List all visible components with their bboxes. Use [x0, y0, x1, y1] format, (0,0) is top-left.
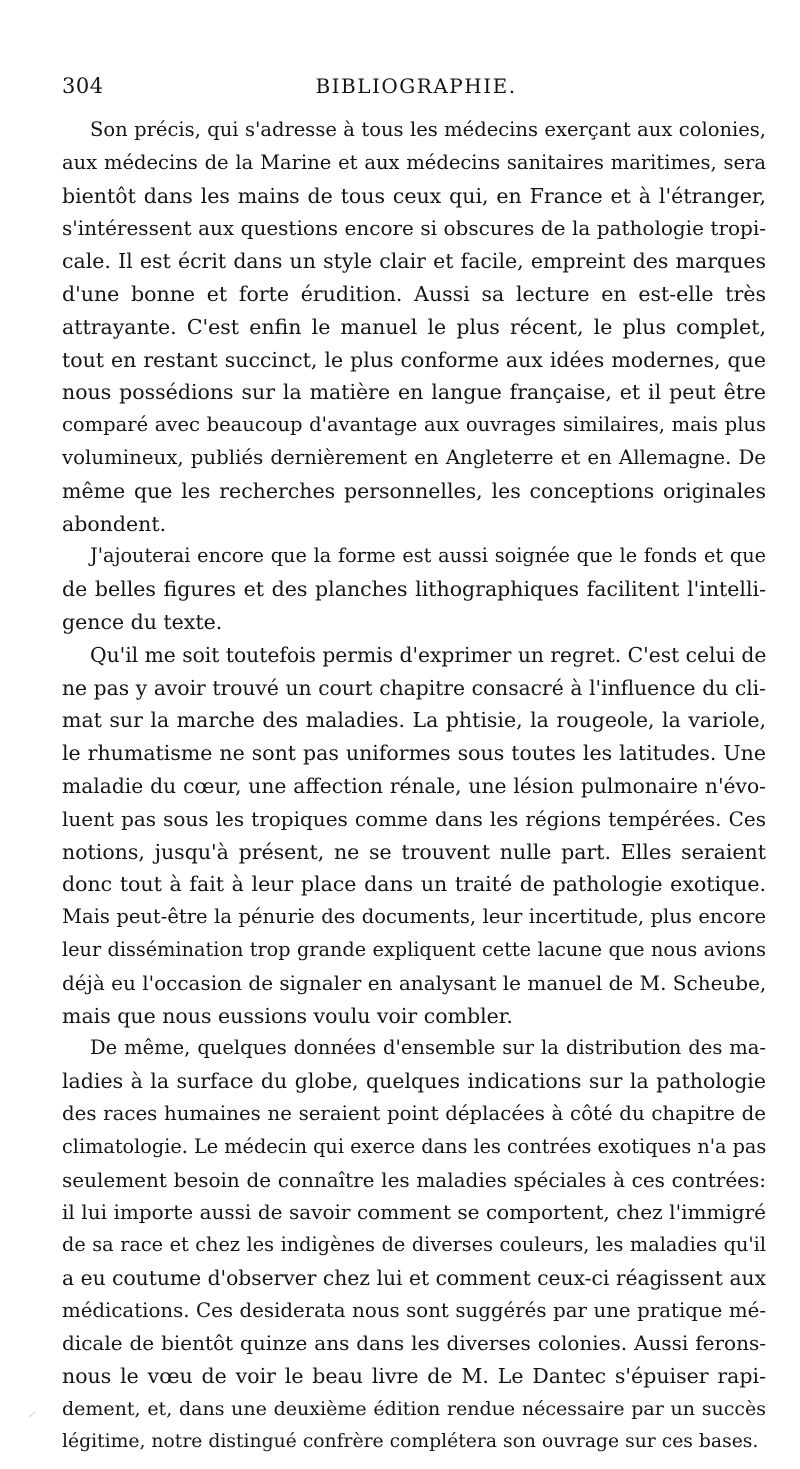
- text-line: dement, et, dans une deuxième édition rendue nécessaire par un succès: [62, 1398, 766, 1421]
- text-line: cale. Il est écrit dans un style clair et facile, empreint des marques: [62, 249, 766, 274]
- text-line: abondent.: [62, 511, 167, 536]
- text-line: nous possédions sur la matière en langue française, et il peut être: [62, 380, 766, 405]
- text-line: Mais peut-être la pénurie des documents, leur incertitude, plus encore: [62, 905, 766, 929]
- text-line: aux médecins de la Marine et aux médecins sanitaires maritimes, sera: [62, 150, 766, 174]
- text-line: des races humaines ne seraient point déplacées à côté du chapitre de: [62, 1101, 766, 1125]
- text-line: Qu'il me soit toutefois permis d'exprimer un regret. C'est celui de: [90, 642, 767, 667]
- text-line: a eu coutume d'observer chez lui et comment ceux-ci réagissent aux: [62, 1265, 766, 1290]
- text-line: nous le vœu de voir le beau livre de M. Le Dantec s'épuiser rapi-: [62, 1364, 766, 1389]
- text-line: maladie du cœur, une affection rénale, une lésion pulmonaire n'évo-: [62, 773, 766, 798]
- paragraph: [62, 639, 766, 1033]
- text-line: climatologie. Le médecin qui exerce dans les contrées exotiques n'a pas: [62, 1134, 767, 1158]
- text-line: déjà eu l'occasion de signaler en analysant le manuel de M. Scheube,: [62, 970, 767, 995]
- page-header: [62, 74, 770, 104]
- text-line: dicale de bientôt quinze ans dans les diverses colonies. Aussi ferons-: [62, 1331, 766, 1356]
- page-number: 304: [62, 74, 104, 98]
- text-line: luent pas sous les tropiques comme dans les régions tempérées. Ces: [62, 806, 766, 831]
- text-line: le rhumatisme ne sont pas uniformes sous toutes les latitudes. Une: [62, 741, 766, 766]
- paragraph: [62, 114, 766, 540]
- text-line: il lui importe aussi de savoir comment se comportent, chez l'immigré: [62, 1200, 766, 1225]
- body-text: [62, 114, 766, 1459]
- text-line: tout en restant succinct, le plus conforme aux idées modernes, que: [62, 347, 766, 372]
- text-line: s'intéressent aux questions encore si obscures de la pathologie tropi-: [62, 216, 766, 241]
- text-line: notions, jusqu'à présent, ne se trouvent nulle part. Elles seraient: [62, 839, 766, 864]
- text-line: donc tout à fait à leur place dans un traité de pathologie exotique.: [62, 872, 766, 897]
- text-line: Son précis, qui s'adresse à tous les médecins exerçant aux colonies,: [90, 118, 766, 141]
- paragraph: [62, 1032, 766, 1458]
- text-line: seulement besoin de connaître les maladies spéciales à ces contrées:: [62, 1167, 766, 1192]
- text-line: volumineux, publiés dernièrement en Angleterre et en Allemagne. De: [62, 445, 766, 469]
- text-line: De même, quelques données d'ensemble sur la distribution des ma-: [90, 1036, 766, 1060]
- text-line: comparé avec beaucoup d'avantage aux ouvrages similaires, mais plus: [62, 413, 766, 437]
- text-line: ne pas y avoir trouvé un court chapitre consacré à l'influence du cli-: [62, 675, 766, 700]
- text-line: ladies à la surface du globe, quelques indications sur la pathologie: [62, 1069, 766, 1094]
- text-line: médications. Ces desiderata nous sont suggérés par une pratique mé-: [62, 1298, 766, 1322]
- text-line: leur dissémination trop grande expliquent cette lacune que nous avions: [62, 937, 766, 961]
- text-line: de sa race et chez les indigènes de diverses couleurs, les maladies qu'il: [62, 1233, 766, 1257]
- text-line: bientôt dans les mains de tous ceux qui, en France et à l'étranger,: [62, 183, 766, 208]
- text-line: gence du texte.: [62, 609, 223, 634]
- paragraph: [62, 540, 766, 638]
- text-line: mat sur la marche des maladies. La phtisie, la rougeole, la variole,: [62, 708, 766, 733]
- text-line: de belles figures et des planches lithographiques facilitent l'intelli-: [62, 577, 766, 602]
- running-title: BIBLIOGRAPHIE.: [315, 74, 517, 98]
- text-line: légitime, notre distingué confrère complétera son ouvrage sur ces bases.: [62, 1430, 759, 1452]
- text-line: attrayante. C'est enfin le manuel le plus récent, le plus complet,: [62, 314, 766, 339]
- text-line: mais que nous eussions voulu voir combler.: [62, 1003, 513, 1028]
- text-line: J'ajouterai encore que la forme est aussi soignée que le fonds et que: [90, 544, 766, 568]
- page-speck: [28, 1412, 35, 1417]
- text-line: même que les recherches personnelles, les conceptions originales: [62, 478, 766, 503]
- text-line: d'une bonne et forte érudition. Aussi sa lecture en est-elle très: [62, 281, 766, 306]
